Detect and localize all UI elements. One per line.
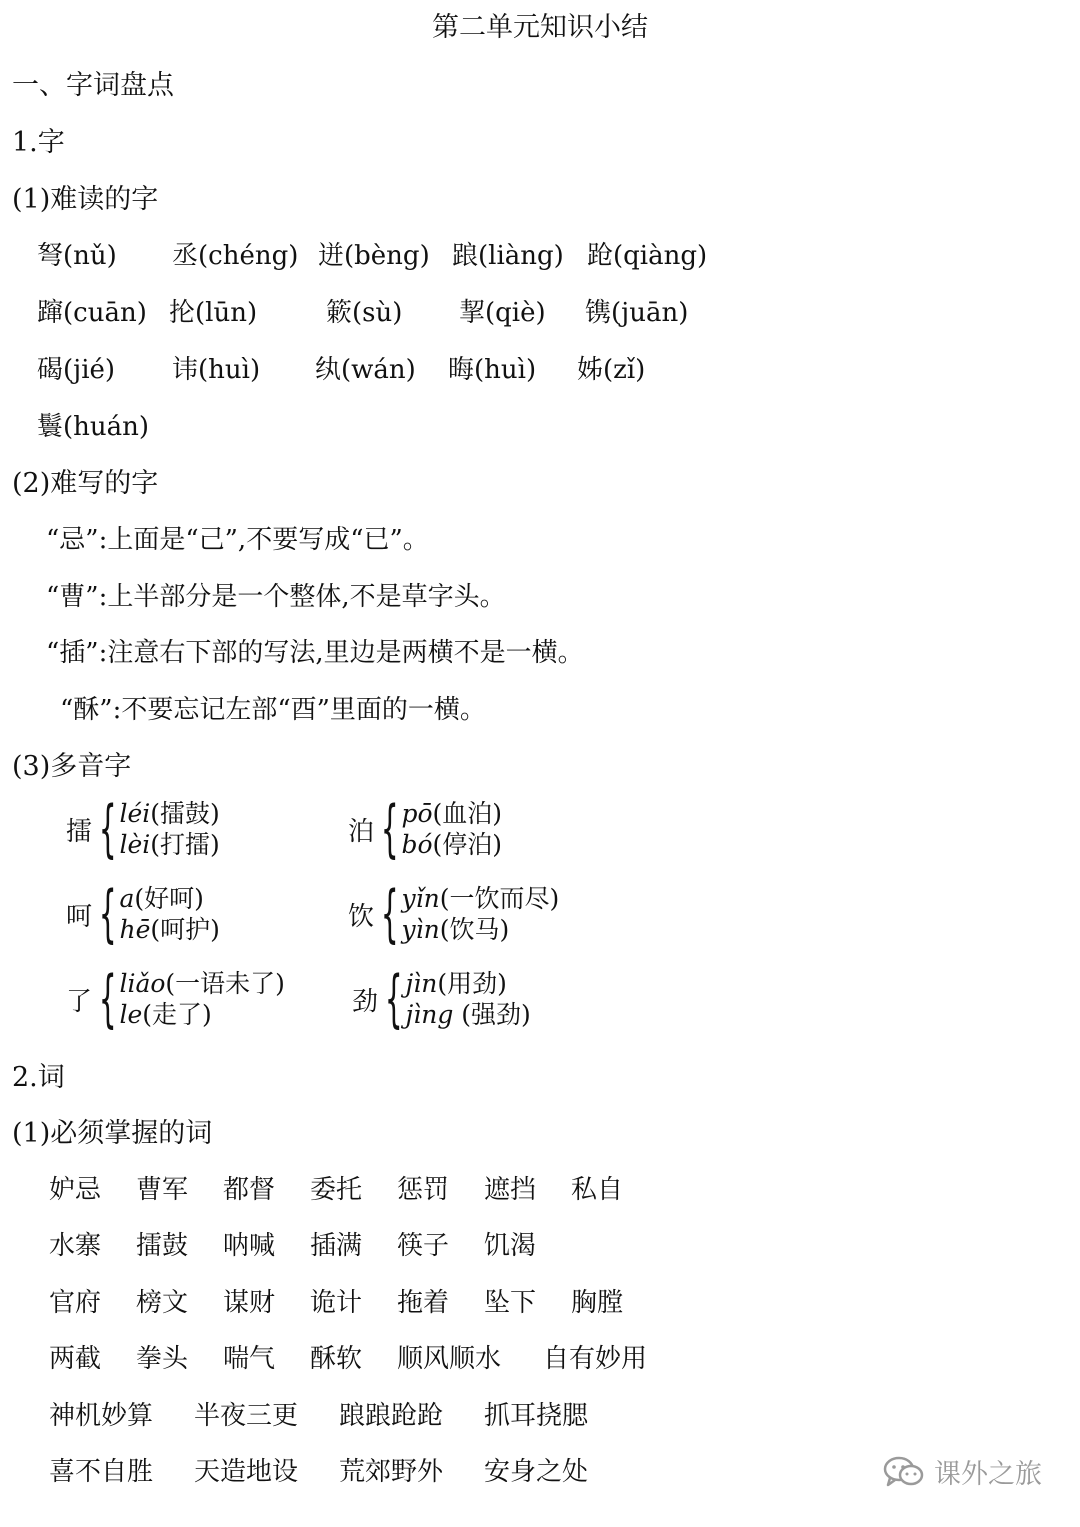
polyphone-group (66, 879, 220, 949)
word-item: 踉踉跄跄 (339, 1401, 444, 1431)
brace-icon: { (380, 877, 399, 950)
char-item: 鬟(huán) (37, 412, 150, 442)
brace-icon: { (98, 877, 117, 950)
word-item: 自有妙用 (543, 1344, 648, 1374)
brace-icon: { (98, 792, 117, 865)
watermark-text: 课外之旅 (934, 1459, 1042, 1490)
char-item: 纨(wán) (315, 355, 416, 385)
polyphone-char: 饮 (348, 901, 375, 932)
word-item: 拳头 (136, 1344, 189, 1374)
polyphone-char: 呵 (66, 901, 93, 932)
char-item: 踉(liàng) (452, 241, 564, 271)
polyphone-reading: bó(停泊) (401, 830, 503, 859)
word-item: 半夜三更 (194, 1401, 299, 1431)
subsection-words: 2.词 (12, 1062, 65, 1093)
word-item: 妒忌 (49, 1175, 102, 1205)
char-item: 跄(qiàng) (587, 241, 708, 271)
char-item: 蹿(cuān) (37, 298, 147, 328)
polyphone-char: 劲 (352, 986, 379, 1017)
brace-icon: { (98, 962, 117, 1035)
word-item: 委托 (310, 1175, 363, 1205)
word-item: 神机妙算 (49, 1401, 154, 1431)
hard-write-heading: (2)难写的字 (12, 468, 159, 499)
word-item: 榜文 (136, 1288, 189, 1318)
char-item: 姊(zǐ) (577, 355, 646, 385)
polyphone-group (66, 964, 285, 1034)
char-item: 弩(nǔ) (37, 241, 117, 271)
char-item: 镌(juān) (585, 298, 689, 328)
char-item: 迸(bèng) (318, 241, 430, 271)
polyphone-reading: yǐn(一饮而尽) (401, 884, 560, 913)
char-item: 晦(huì) (448, 355, 537, 385)
polyphone-char: 擂 (66, 816, 93, 847)
word-item: 曹军 (136, 1175, 189, 1205)
subsection-chars: 1.字 (12, 127, 65, 158)
word-item: 拖着 (397, 1288, 450, 1318)
polyphone-group (348, 879, 559, 949)
polyphone-group (66, 794, 220, 864)
char-item: 讳(huì) (172, 355, 261, 385)
word-item: 安身之处 (484, 1457, 589, 1487)
polyphone-reading: liǎo(一语未了) (119, 969, 285, 998)
word-item: 天造地设 (194, 1457, 299, 1487)
char-item: 簌(sù) (326, 298, 403, 328)
word-item: 两截 (49, 1344, 102, 1374)
wechat-icon (882, 1454, 926, 1490)
char-item: 挈(qiè) (459, 298, 546, 328)
word-item: 喘气 (223, 1344, 276, 1374)
note-line: “插”:注意右下部的写法,里边是两横不是一横。 (46, 638, 584, 668)
word-item: 诡计 (310, 1288, 363, 1318)
word-item: 水寨 (49, 1231, 102, 1261)
word-item: 饥渴 (484, 1231, 537, 1261)
word-item: 胸膛 (571, 1288, 624, 1318)
polyphone-reading: yìn(饮马) (401, 915, 510, 944)
polyphone-reading: jìng (强劲) (405, 1000, 531, 1029)
word-item: 擂鼓 (136, 1231, 189, 1261)
polyphone-reading: le(走了) (119, 1000, 212, 1029)
word-item: 喜不自胜 (49, 1457, 154, 1487)
polyphone-group (348, 794, 502, 864)
word-item: 荒郊野外 (339, 1457, 444, 1487)
word-item: 遮挡 (484, 1175, 537, 1205)
word-item: 抓耳挠腮 (484, 1401, 589, 1431)
polyphone-reading: a(好呵) (119, 884, 204, 913)
word-item: 坠下 (484, 1288, 537, 1318)
polyphone-char: 泊 (348, 816, 375, 847)
section-heading: 一、字词盘点 (12, 70, 174, 101)
word-item: 酥软 (310, 1344, 363, 1374)
word-item: 筷子 (397, 1231, 450, 1261)
note-line: “忌”:上面是“己”,不要写成“已”。 (46, 525, 429, 555)
note-line: “酥”:不要忘记左部“酉”里面的一横。 (60, 695, 486, 725)
page-title: 第二单元知识小结 (432, 12, 648, 43)
word-item: 私自 (571, 1175, 624, 1205)
polyphone-reading: jìn(用劲) (405, 969, 507, 998)
word-item: 顺风顺水 (397, 1344, 502, 1374)
polyphone-reading: lèi(打擂) (119, 830, 220, 859)
word-item: 惩罚 (397, 1175, 450, 1205)
note-line: “曹”:上半部分是一个整体,不是草字头。 (46, 582, 506, 612)
must-words-heading: (1)必须掌握的词 (12, 1118, 213, 1149)
word-item: 呐喊 (223, 1231, 276, 1261)
char-item: 抡(lūn) (169, 298, 258, 328)
word-item: 官府 (49, 1288, 102, 1318)
brace-icon: { (384, 962, 403, 1035)
polyphone-reading: léi(擂鼓) (119, 799, 220, 828)
word-item: 都督 (223, 1175, 276, 1205)
polyphone-group (352, 964, 531, 1034)
polyphone-reading: hē(呵护) (119, 915, 220, 944)
char-item: 碣(jié) (37, 355, 116, 385)
polyphone-heading: (3)多音字 (12, 751, 132, 782)
polyphone-reading: pō(血泊) (401, 799, 503, 828)
char-item: 丞(chéng) (172, 241, 299, 271)
watermark (882, 1452, 1042, 1491)
brace-icon: { (380, 792, 399, 865)
word-item: 插满 (310, 1231, 363, 1261)
polyphone-char: 了 (66, 986, 93, 1017)
hard-read-heading: (1)难读的字 (12, 184, 159, 215)
word-item: 谋财 (223, 1288, 276, 1318)
